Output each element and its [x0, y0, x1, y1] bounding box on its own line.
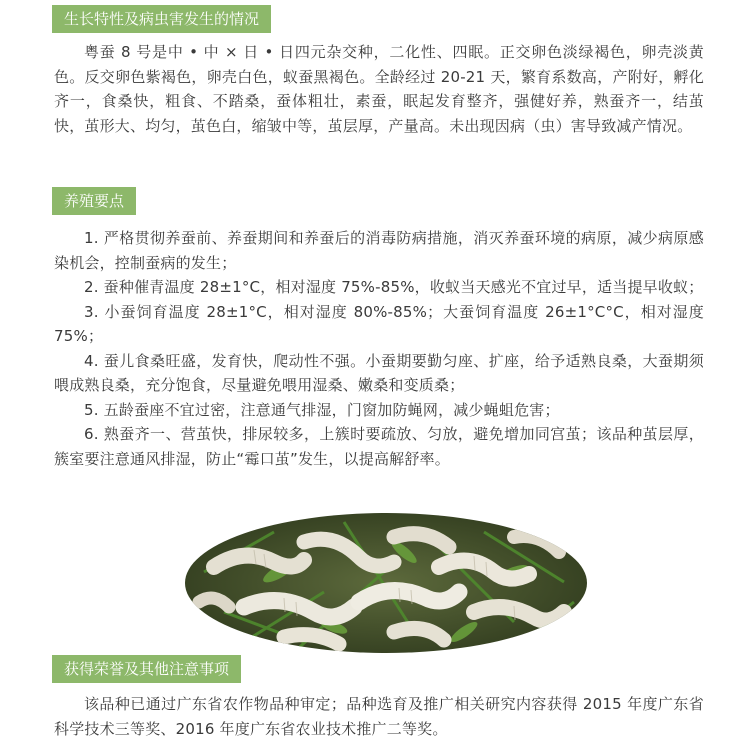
silkworm-photo	[184, 512, 588, 654]
honors-text: 该品种已通过广东省农作物品种审定；品种选育及推广相关研究内容获得 2015 年度广东省科学技术三等奖、2016 年度广东省农业技术推广二等奖。	[54, 695, 704, 738]
section-title-honors: 获得荣誉及其他注意事项	[52, 655, 241, 683]
breeding-list	[54, 226, 704, 471]
section-title-growth: 生长特性及病虫害发生的情况	[52, 5, 271, 33]
honors-paragraph	[54, 692, 704, 741]
growth-paragraph	[54, 40, 704, 138]
breeding-item: 1. 严格贯彻养蚕前、养蚕期间和养蚕后的消毒防病措施，消灭养蚕环境的病原，减少病原感染机会，控制蚕病的发生；	[54, 229, 704, 272]
breeding-item: 5. 五龄蚕座不宜过密，注意通气排湿，门窗加防蝇网，减少蝇蛆危害；	[84, 400, 560, 419]
breeding-item: 4. 蚕儿食桑旺盛，发育快，爬动性不强。小蚕期要勤匀座、扩座，给予适熟良桑，大蚕期须喂成熟良桑，充分饱食，尽量避免喂用湿桑、嫩桑和变质桑；	[54, 351, 704, 394]
breeding-item: 2. 蚕种催青温度 28±1°C，相对湿度 75%-85%，收蚁当天感光不宜过早，适当提早收蚁；	[84, 278, 704, 296]
growth-text: 粤蚕 8 号是中 • 中 × 日 • 日四元杂交种，二化性、四眠。正交卵色淡绿褐色，卵壳淡黄色。反交卵色紫褐色，卵壳白色，蚁蚕黑褐色。全龄经过 20-21 天，繁育系数高，产附好，孵化齐一，食桑快，粗食、不踏桑，蚕体粗壮，素蚕，眠起发育整齐，强健好养，熟蚕齐一，结茧快，茧形大、均匀，茧色白，缩皱中等，茧层厚，产量高。未出现因病（虫）害导致减产情况。	[54, 43, 704, 135]
section-title-breeding: 养殖要点	[52, 187, 136, 215]
breeding-item: 3. 小蚕饲育温度 28±1°C，相对湿度 80%-85%；大蚕饲育温度 26±1°C°C，相对湿度 75%；	[54, 302, 704, 345]
breeding-item: 6. 熟蚕齐一、营茧快，排尿较多，上簇时要疏放、匀放，避免增加同宫茧；该品种茧层厚，簇室要注意通风排湿，防止“霉口茧”发生，以提高解舒率。	[54, 425, 704, 468]
